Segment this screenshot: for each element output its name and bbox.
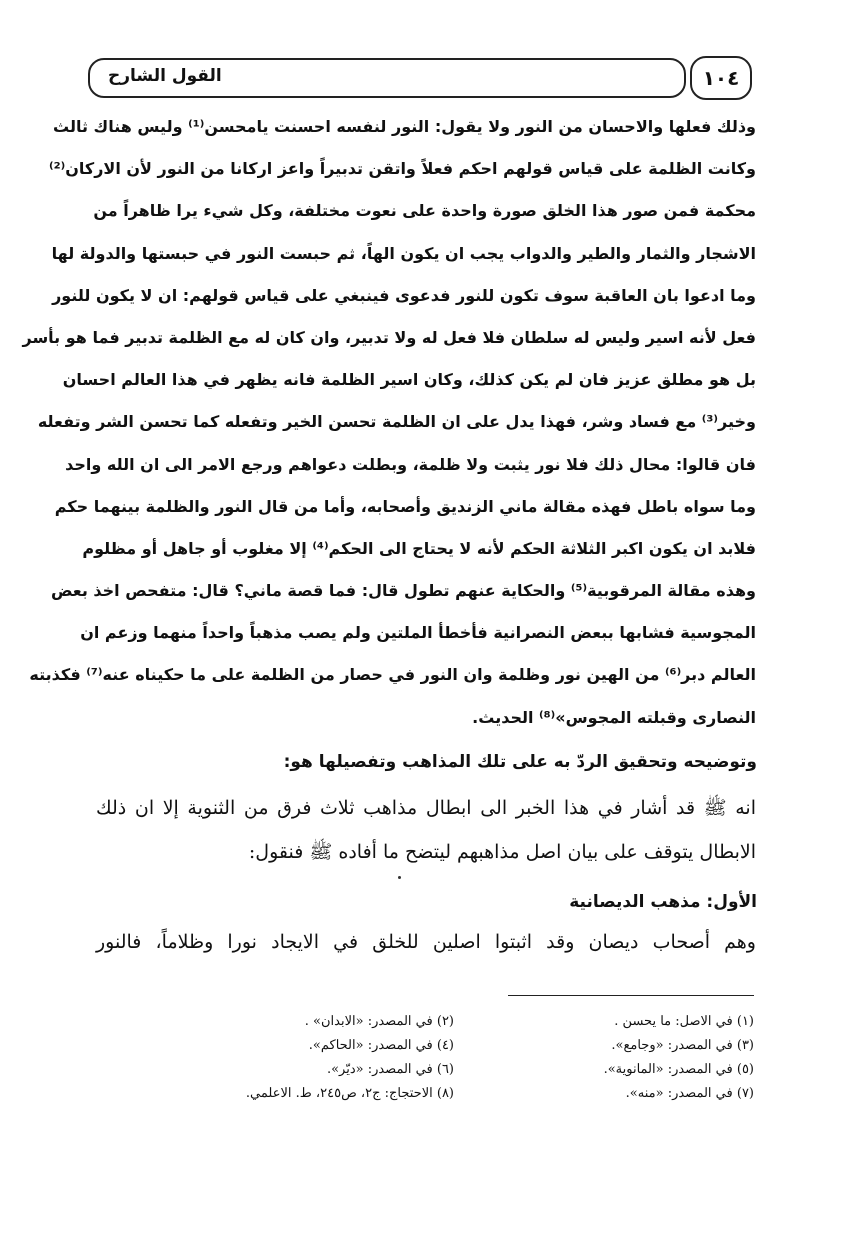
text-line: وهم أصحاب ديصان وقد اثبتوا اصلين للخلق في الايجاد نورا وظلاماً، فالنور bbox=[96, 931, 756, 953]
text-line: النصارى وقبلته المجوس»⁽⁸⁾ الحديث. bbox=[472, 707, 756, 727]
footnote: (٣) في المصدر: «وجامع». bbox=[611, 1038, 754, 1053]
text-line: المجوسية فشابها ببعض النصرانية فأخطأ الملتين ولم يصب مذهباً واحداً منهما وزعم ان bbox=[80, 623, 756, 643]
text-line: وهذه مقالة المرقوبية⁽⁵⁾ والحكاية عنهم تطول قال: فما قصة ماني؟ قال: متفحص اخذ بعض bbox=[50, 581, 756, 601]
footnotes bbox=[170, 1010, 754, 1106]
book-title: القول الشارح bbox=[108, 66, 222, 86]
footnote-row bbox=[170, 1034, 754, 1058]
running-header bbox=[88, 58, 686, 98]
ink-dot bbox=[398, 876, 401, 879]
subsection-heading: الأول: مذهب الديصانية bbox=[569, 892, 757, 912]
text-line: الابطال يتوقف على بيان اصل مذاهبهم ليتضح ما أفاده ﷺ فنقول: bbox=[248, 841, 756, 863]
section-heading: وتوضيحه وتحقيق الردّ به على تلك المذاهب وتفصيلها هو: bbox=[283, 752, 757, 772]
text-line: فان قالوا: محال ذلك فلا نور يثبت ولا ظلمة، وبطلت دعواهم ورجع الامر الى ان الله واحد bbox=[65, 454, 756, 474]
text-line: وخير⁽³⁾ مع فساد وشر، فهذا يدل على ان الظلمة تحسن الخير وتفعله كما تحسن الشر وتفعله bbox=[37, 412, 756, 432]
text-line: بل هو مطلق عزيز فان لم يكن كذلك، وكان اسير الظلمة فانه يظهر في هذا العالم احسان bbox=[62, 370, 756, 390]
footnote: (٢) في المصدر: «الابدان» . bbox=[304, 1014, 454, 1029]
footnote: (٥) في المصدر: «المانوية». bbox=[603, 1062, 754, 1077]
footnote-row bbox=[170, 1082, 754, 1106]
subsection-paragraph bbox=[96, 920, 756, 964]
footnote: (٦) في المصدر: «ديّر». bbox=[326, 1062, 454, 1077]
text-line: العالم دبر⁽⁶⁾ من الهين نور وظلمة وان النور في حصار من الظلمة على ما حكيناه عنه⁽⁷⁾ فكذبته bbox=[29, 665, 756, 685]
text-line: محكمة فمن صور هذا الخلق صورة واحدة على نعوت مختلفة، وكل شيء يرا ظاهراً من bbox=[93, 201, 756, 221]
footnote: (٤) في المصدر: «الحاكم». bbox=[308, 1038, 454, 1053]
text-line: انه ﷺ قد أشار في هذا الخبر الى ابطال مذاهب ثلاث فرق من الثنوية إلا ان ذلك bbox=[96, 797, 756, 819]
footnote-row bbox=[170, 1010, 754, 1034]
page-number: ١٠٤ bbox=[690, 56, 752, 100]
main-text bbox=[22, 106, 756, 739]
commentary-paragraph bbox=[96, 786, 756, 874]
text-line: فلابد ان يكون اكبر الثلاثة الحكم لأنه لا يحتاج الى الحكم⁽⁴⁾ إلا مغلوب أو جاهل أو مظلوم bbox=[82, 538, 756, 558]
footnote: (١) في الاصل: ما يحسن . bbox=[614, 1014, 754, 1029]
footnote: (٧) في المصدر: «منه». bbox=[625, 1086, 754, 1101]
text-line: وما سواه باطل فهذه مقالة ماني الزنديق وأصحابه، وأما من قال النور والظلمة بينهما حكم bbox=[54, 496, 756, 516]
text-line: وذلك فعلها والاحسان من النور ولا يقول: النور لنفسه احسنت يامحسن⁽¹⁾ وليس هناك ثالث bbox=[53, 117, 756, 136]
text-line: وكانت الظلمة على قياس قولهم احكم فعلاً واتقن تدبيراً واعز اركانا من النور لأن الاركان⁽²⁾ bbox=[49, 159, 756, 179]
text-line: وما ادعوا بان العاقبة سوف تكون للنور فدعوى فينبغي على قياس قولهم: ان لا يكون للنور bbox=[52, 285, 756, 305]
footnote-row bbox=[170, 1058, 754, 1082]
text-line: الاشجار والثمار والطير والدواب يجب ان يكون الهاً، ثم حبست النور في حبستها والدولة لها bbox=[51, 243, 756, 263]
footnote: (٨) الاحتجاج: ج٢، ص٢٤٥، ط. الاعلمي. bbox=[245, 1086, 454, 1101]
footnote-separator bbox=[508, 995, 754, 996]
text-line: فعل لأنه اسير وليس له سلطان فلا فعل له ولا تدبير، وان كان له مع الظلمة تدبير فما هو بأسر bbox=[22, 327, 756, 347]
